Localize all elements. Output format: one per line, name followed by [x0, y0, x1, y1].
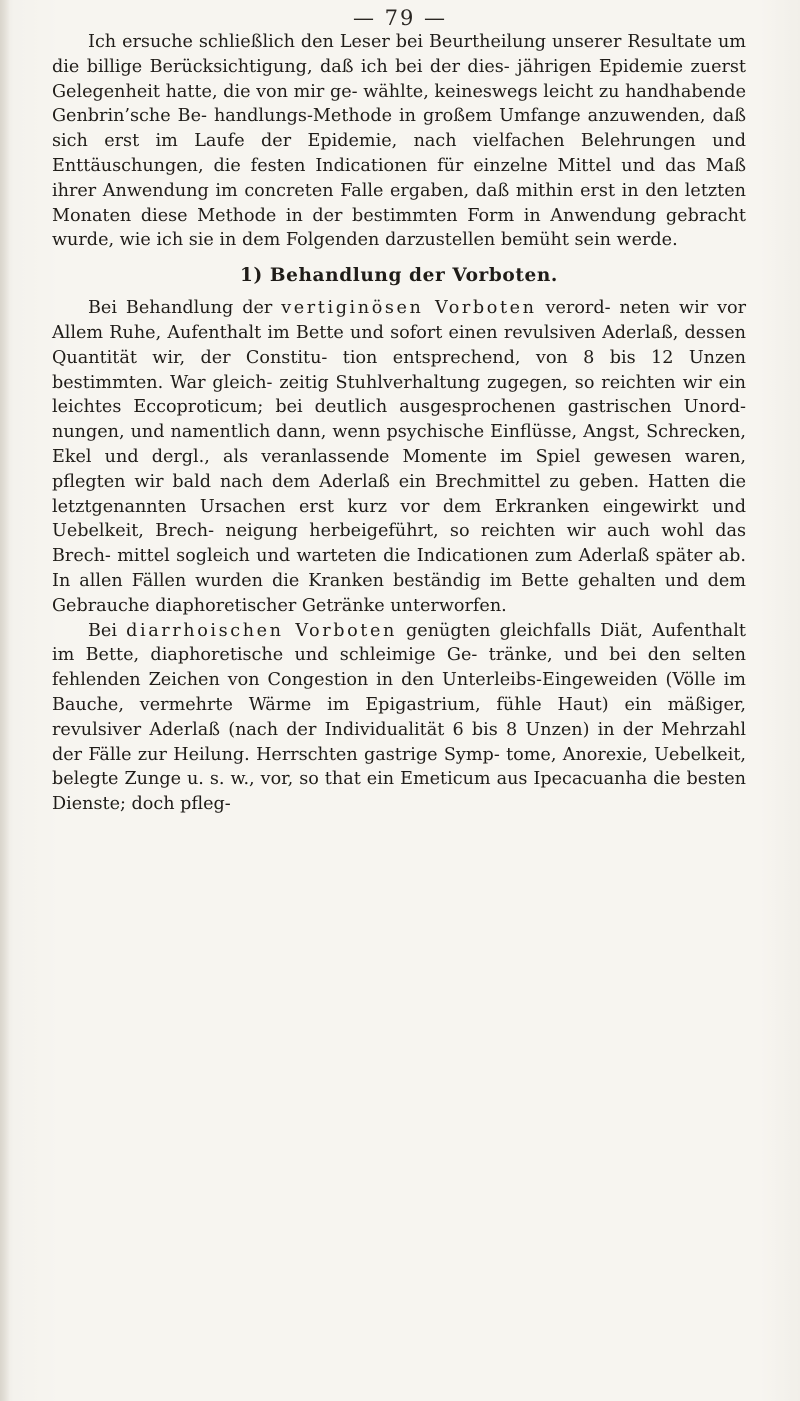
emphasis-vertiginous: vertiginösen Vorboten — [281, 298, 537, 319]
section-heading: 1) Behandlung der Vorboten. — [240, 265, 558, 287]
page-number: — 79 — — [352, 6, 448, 30]
emphasis-diarrhoeic: diarrhoischen Vorboten — [126, 620, 397, 641]
page-gutter-shadow — [0, 0, 10, 1401]
paragraph-intro: Ich ersuche schließlich den Leser bei Beurtheilung unserer Resultate um die billige Berücksichtigung, daß ich bei der dies- jährigen Epidemie zuerst Gelegenheit hatte, die von mir ge- wählte, keineswegs leicht zu handhabende Genbrin’sche Be- handlungs-Methode in großem Umfange anzuwenden, daß sich erst im Laufe der Epidemie, nach vielfachen Belehrungen und Enttäuschungen, die festen Indicationen für einzelne Mittel und das Maß ihrer Anwendung im concreten Falle ergaben, daß mithin erst in den letzten Monaten diese Methode in der bestimmten Form in Anwendung gebracht wurde, wie ich sie in dem Folgenden darzustellen bemüht sein werde. — [52, 32, 746, 251]
paragraph-vertiginous-lead: Bei Behandlung der — [88, 298, 282, 319]
paragraph-diarrhoeic-body: genügten gleichfalls Diät, Aufenthalt im Bette, diaphoretische und schleimige Ge- tränke, und bei den selten fehlenden Zeichen von Congestion in den Unterleibs-Eingeweiden (Völle im Bauche, vermehrte Wärme im Epigastrium, fühle Haut) ein mäßiger, revulsiver Aderlaß (nach der Individualität 6 bis 8 Unzen) in der Mehrzahl der Fälle zur Heilung. Herrschten gastrige Symp- tome, Anorexie, Uebelkeit, belegte Zunge u. s. w., vor, so that ein Emeticum aus Ipecacuanha die besten Dienste; doch pfleg- — [52, 620, 746, 815]
paragraph-diarrhoeic-lead: Bei — [88, 620, 127, 641]
paragraph-diarrhoeic — [52, 619, 746, 817]
body-text — [52, 30, 746, 817]
paragraph-vertiginous — [52, 296, 746, 618]
paragraph-vertiginous-body: verord- neten wir vor Allem Ruhe, Aufenthalt im Bette und sofort einen revulsiven Aderlaß, dessen Quantität wir, der Constitu- tion entsprechend, von 8 bis 12 Unzen bestimmten. War gleich- zeitig Stuhlverhaltung zugegen, so reichten wir ein leichtes Eccoproticum; bei deutlich ausgesprochenen gastrischen Unord- nungen, und namentlich dann, wenn psychische Einflüsse, Angst, Schrecken, Ekel und dergl., als veranlassende Momente im Spiel gewesen waren, pflegten wir bald nach dem Aderlaß ein Brechmittel zu geben. Hatten die letztgenannten Ursachen erst kurz vor dem Erkranken eingewirkt und Uebelkeit, Brech- neigung herbeigeführt, so reichten wir auch wohl das Brech- mittel sogleich und warteten die Indicationen zum Aderlaß später ab. In allen Fällen wurden die Kranken beständig im Bette gehalten und dem Gebrauche diaphoretischer Getränke unterworfen. — [52, 298, 747, 616]
